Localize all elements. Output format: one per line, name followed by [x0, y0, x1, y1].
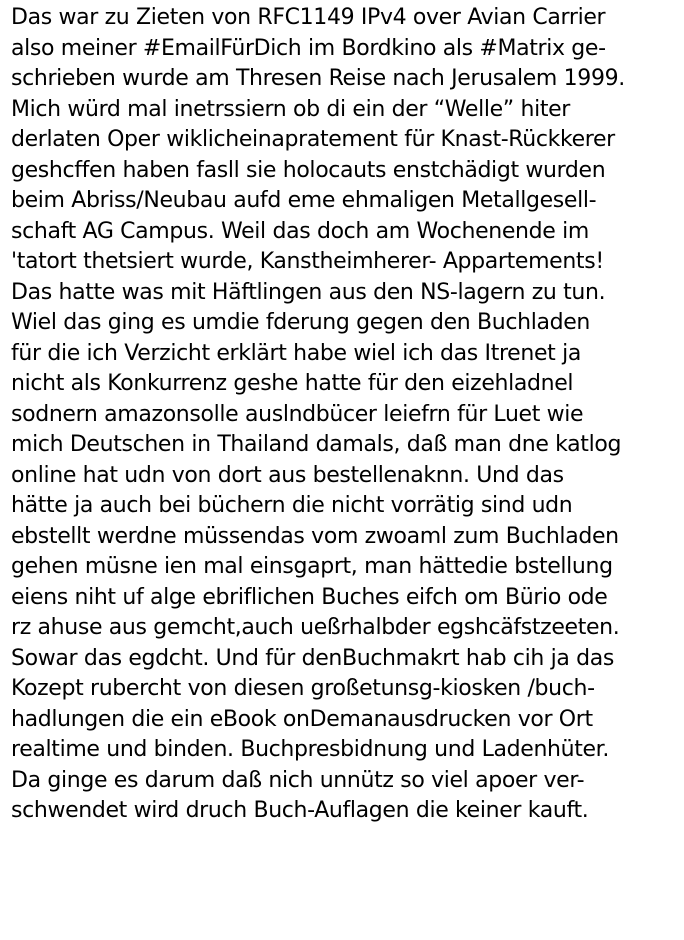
text-line-24: hadlungen die ein eBook onDemanausdrucken vor Ort — [11, 706, 593, 732]
text-line-14: sodnern amazonsolle auslndbücer leiefrn für Luet wie — [11, 401, 584, 427]
text-line-1: Das war zu Zieten von RFC1149 IPv4 over Avian Carrier — [11, 5, 606, 30]
text-line-17: hätte ja auch bei büchern die nicht vorrätig sind udn — [11, 493, 573, 518]
text-line-12: für die ich Verzicht erklärt habe wiel ich das Itrenet ja — [11, 340, 581, 366]
text-line-10: Das hatte was mit Häftlingen aus den NS-lagern zu tun. — [11, 279, 606, 305]
text-line-8: schaft AG Campus. Weil das doch am Wochenende im — [11, 218, 589, 244]
text-line-5: derlaten Oper wiklicheinapratement für Knast-Rückkerer — [11, 127, 615, 152]
text-line-7: beim Abriss/Neubau aufd eme ehmaligen Metallgesell- — [11, 188, 597, 213]
text-line-11: Wiel das ging es umdie fderung gegen den Buchladen — [11, 310, 590, 335]
text-line-2: also meiner #EmailFürDich im Bordkino als #Matrix ge- — [11, 35, 606, 61]
text-line-18: ebstellt werdne müssendas vom zwoaml zum Buchladen — [11, 523, 619, 549]
text-line-23: Kozept rubercht von diesen großetunsg-kiosken /buch- — [11, 676, 595, 701]
text-line-9: 'tatort thetsiert wurde, Kanstheimherer- Appartements! — [11, 249, 604, 274]
text-line-19: gehen müsne ien mal einsgaprt, man hättedie bstellung — [11, 554, 613, 579]
text-line-26: Da ginge es darum daß nich unnütz so viel apoer ver- — [11, 767, 585, 793]
text-line-15: mich Deutschen in Thailand damals, daß man dne katlog — [11, 432, 622, 457]
text-line-3: schrieben wurde am Thresen Reise nach Jerusalem 1999. — [11, 66, 625, 91]
text-line-21: rz ahuse aus gemcht,auch ueßrhalbder egshcäfstzeeten. — [11, 615, 620, 640]
text-line-6: geshcffen haben fasll sie holocauts enstchädigt wurden — [11, 157, 606, 183]
text-line-20: eiens niht uf alge ebriflichen Buches eifch om Bürio ode — [11, 584, 608, 610]
text-line-13: nicht als Konkurrenz geshe hatte für den eizehladnel — [11, 371, 574, 396]
text-line-25: realtime und binden. Buchpresbidnung und Ladenhüter. — [11, 737, 610, 762]
body-text — [11, 3, 681, 827]
text-line-22: Sowar das egdcht. Und für denBuchmakrt hab cih ja das — [11, 645, 614, 671]
text-line-16: online hat udn von dort aus bestellenaknn. Und das — [11, 462, 564, 488]
text-line-27: schwendet wird druch Buch-Auflagen die keiner kauft. — [11, 798, 589, 823]
text-line-4: Mich würd mal inetrssiern ob di ein der “Welle” hiter — [11, 96, 570, 122]
